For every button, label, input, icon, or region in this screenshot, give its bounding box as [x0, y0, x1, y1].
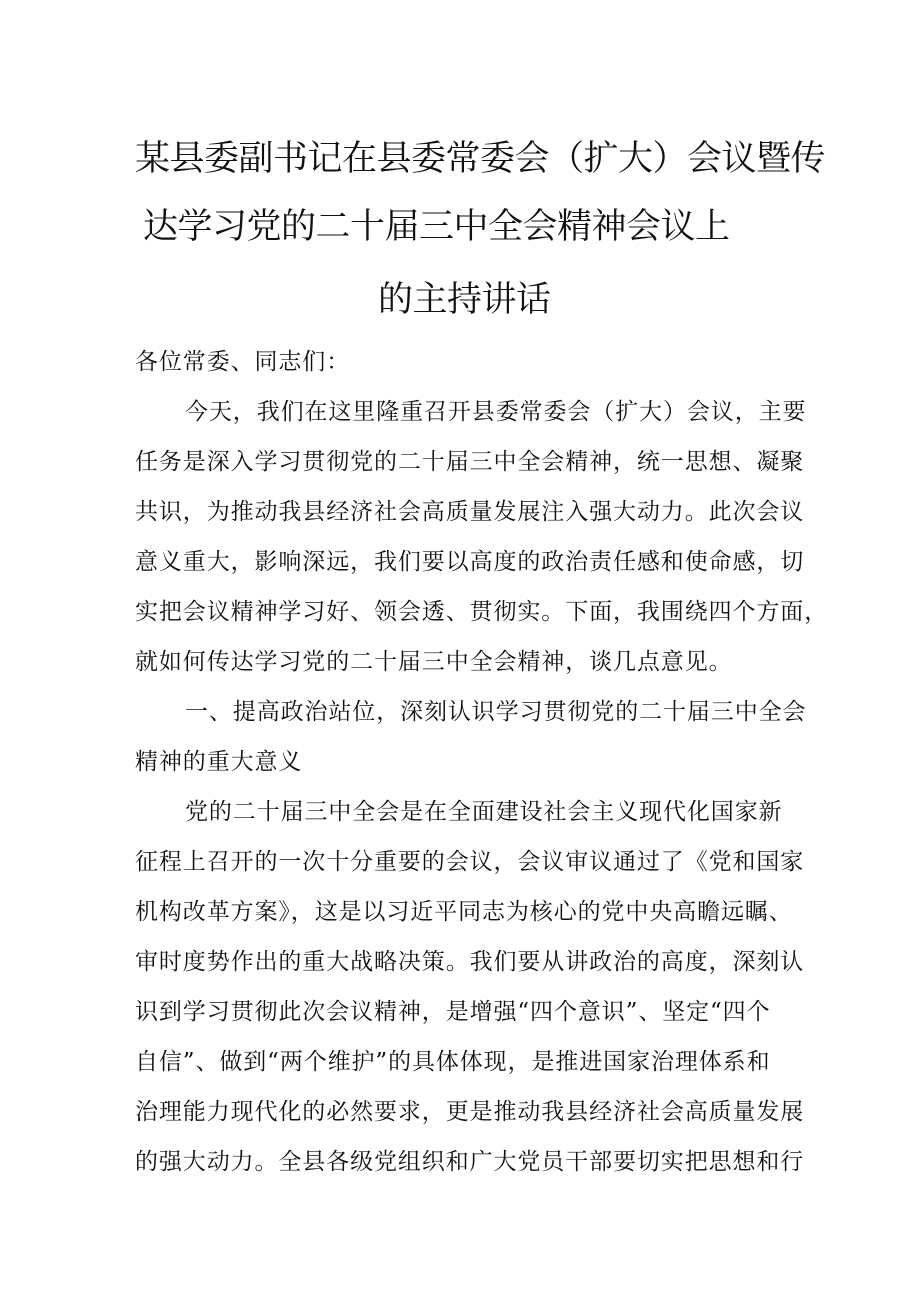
paragraph-line: 实把会议精神学习好、领会透、贯彻实。下面，我围绕四个方面， [135, 599, 829, 625]
document-title-line-3: 的主持讲话 [378, 280, 551, 320]
paragraph-line: 党的二十届三中全会是在全面建设社会主义现代化国家新 [185, 799, 783, 825]
paragraph-line: 征程上召开的一次十分重要的会议，会议审议通过了《党和国家 [135, 849, 805, 875]
paragraph-line: 意义重大，影响深远，我们要以高度的政治责任感和使命感，切 [135, 549, 805, 575]
section-heading-line: 一、提高政治站位，深刻认识学习贯彻党的二十届三中全会 [185, 699, 807, 725]
paragraph-line: 共识，为推动我县经济社会高质量发展注入强大动力。此次会议 [135, 499, 805, 525]
paragraph-line: 自信”、做到“两个维护”的具体体现，是推进国家治理体系和 [135, 1049, 771, 1075]
paragraph-line: 治理能力现代化的必然要求，更是推动我县经济社会高质量发展 [135, 1099, 805, 1125]
paragraph-line: 今天，我们在这里隆重召开县委常委会（扩大）会议，主要 [185, 399, 807, 425]
salutation: 各位常委、同志们： [135, 349, 351, 375]
paragraph-line: 的强大动力。全县各级党组织和广大党员干部要切实把思想和行 [135, 1149, 805, 1175]
document-title-line-1: 某县委副书记在县委常委会（扩大）会议暨传 [135, 139, 826, 179]
section-heading-line: 精神的重大意义 [135, 749, 303, 775]
paragraph-line: 任务是深入学习贯彻党的二十届三中全会精神，统一思想、凝聚 [135, 449, 805, 475]
document-title-line-2: 达学习党的二十届三中全会精神会议上 [143, 207, 730, 247]
paragraph-line: 就如何传达学习党的二十届三中全会精神，谈几点意见。 [135, 649, 733, 675]
paragraph-line: 识到学习贯彻此次会议精神，是增强“四个意识”、坚定“四个 [135, 999, 771, 1025]
paragraph-line: 机构改革方案》，这是以习近平同志为核心的党中央高瞻远瞩、 [135, 899, 793, 925]
paragraph-line: 审时度势作出的重大战略决策。我们要从讲政治的高度，深刻认 [135, 949, 805, 975]
